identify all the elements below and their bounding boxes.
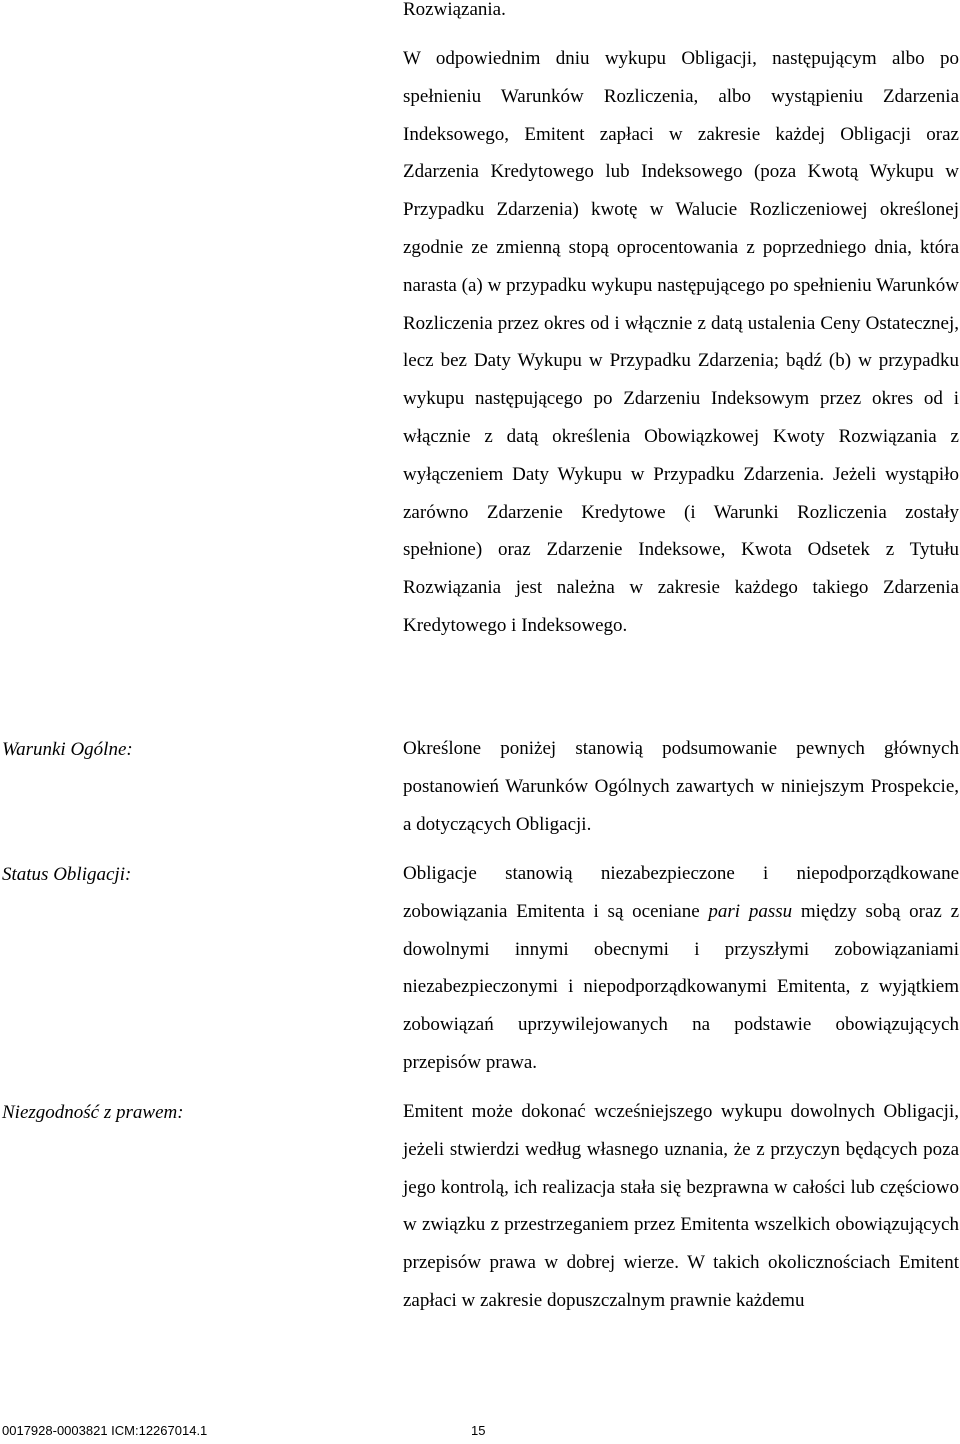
niezgodnosc-label: Niezgodność z prawem: xyxy=(2,1102,184,1123)
warunki-label: Warunki Ogólne: xyxy=(2,739,133,760)
continuation-heading: Rozwiązania. xyxy=(403,0,506,20)
footer-page-number: 15 xyxy=(471,1423,486,1438)
status-label: Status Obligacji: xyxy=(2,864,132,885)
niezgodnosc-paragraph: Emitent może dokonać wcześniejszego wykupu dowolnych Obligacji, jeżeli stwierdzi według własnego uznania, że z przyczyn będących poza jego kontrolą, ich realizacja stała się bezprawna w całości lub częściowo w związku z przestrzeganiem przez Emitenta wszelkich obowiązujących przepisów prawa w dobrej wierze. W takich okolicznościach Emitent zapłaci w zakresie dopuszczalnym prawnie każdemu xyxy=(403,1101,959,1311)
status-paragraph xyxy=(403,855,959,1082)
status-text-part-2: między sobą oraz z dowolnymi innymi obecnymi i przyszłymi zobowiązaniami niezabezpieczonymi i niepodporządkowanymi Emitenta, z wyjątkiem zobowiązań uprzywilejowanych na podstawie obowiązujących przepisów prawa. xyxy=(403,900,959,1073)
warunki-paragraph: Określone poniżej stanowią podsumowanie pewnych głównych postanowień Warunków Ogólnych zawartych w niniejszym Prospekcie, a dotyczących Obligacji. xyxy=(403,738,959,835)
intro-paragraph: W odpowiednim dniu wykupu Obligacji, następującym albo po spełnieniu Warunków Rozliczenia, albo wystąpieniu Zdarzenia Indeksowego, Emitent zapłaci w zakresie każdej Obligacji oraz Zdarzenia Kredytowego lub Indeksowego (poza Kwotą Wykupu w Przypadku Zdarzenia) kwotę w Walucie Rozliczeniowej określonej zgodnie ze zmienną stopą oprocentowania z poprzedniego dnia, która narasta (a) w przypadku wykupu następującego po spełnieniu Warunków Rozliczenia przez okres od i włącznie z datą ustalenia Ceny Ostatecznej, lecz bez Daty Wykupu w Przypadku Zdarzenia; bądź (b) w przypadku wykupu następującego po Zdarzeniu Indeksowym przez okres od i włącznie z datą określenia Obowiązkowej Kwoty Rozwiązania z wyłączeniem Daty Wykupu w Przypadku Zdarzenia. Jeżeli wystąpiło zarówno Zdarzenie Kredytowe (i Warunki Rozliczenia zostały spełnione) oraz Zdarzenie Indeksowe, Kwota Odsetek z Tytułu Rozwiązania jest należna w zakresie każdego takiego Zdarzenia Kredytowego i Indeksowego. xyxy=(403,48,959,636)
status-text-part-1: Obligacje stanowią niezabezpieczone i niepodporządkowane zobowiązania Emitenta i są oceniane xyxy=(403,863,959,922)
status-text-italic: pari passu xyxy=(708,900,793,922)
footer-document-ref: 0017928-0003821 ICM:12267014.1 xyxy=(2,1423,208,1438)
